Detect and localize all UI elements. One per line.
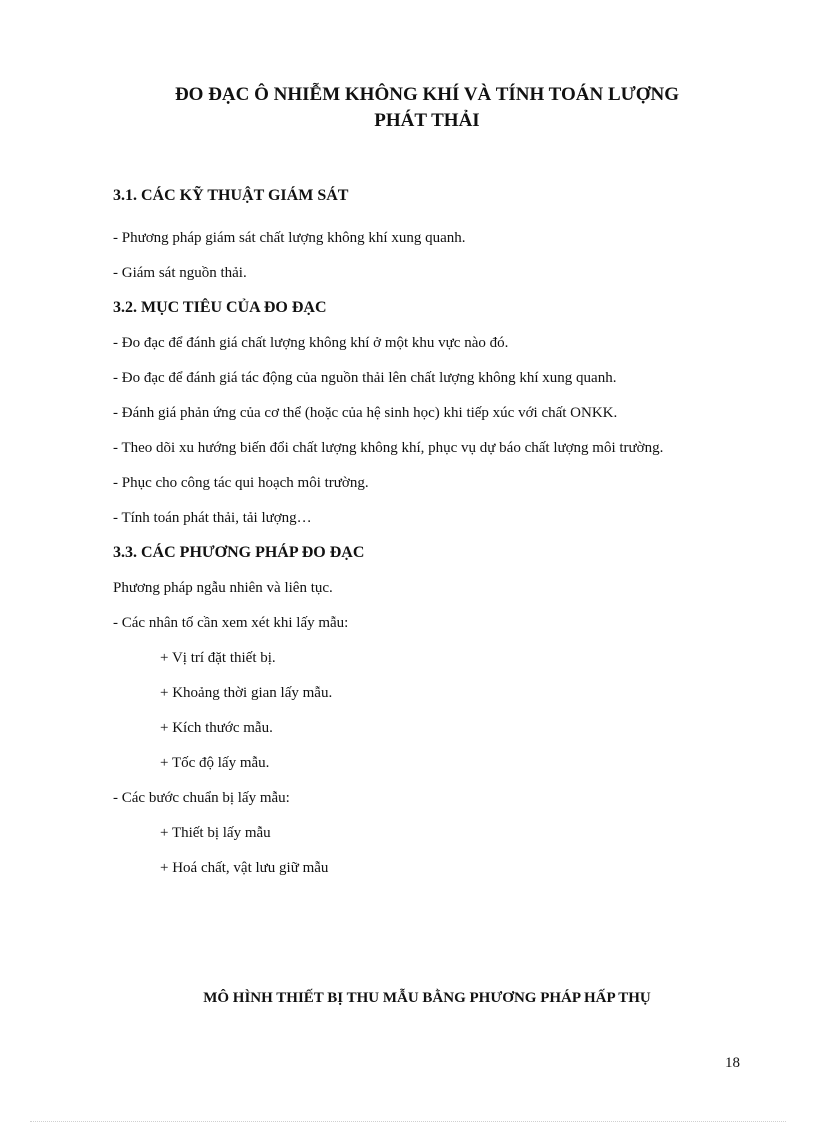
list-item: - Đo đạc để đánh giá tác động của nguồn thải lên chất lượng không khí xung quanh. <box>113 370 617 386</box>
sub-list-item: + Thiết bị lấy mẫu <box>160 825 271 841</box>
section-heading-3-2: 3.2. MỤC TIÊU CỦA ĐO ĐẠC <box>113 299 327 316</box>
sub-list-item: + Vị trí đặt thiết bị. <box>160 650 276 666</box>
list-item: - Theo dõi xu hướng biến đổi chất lượng không khí, phục vụ dự báo chất lượng môi trường. <box>113 440 664 456</box>
list-item: - Đánh giá phản ứng của cơ thể (hoặc của hệ sinh học) khi tiếp xúc với chất ONKK. <box>113 405 618 421</box>
section-heading-3-3: 3.3. CÁC PHƯƠNG PHÁP ĐO ĐẠC <box>113 544 365 561</box>
document-title <box>100 82 754 134</box>
section-heading-3-1: 3.1. CÁC KỸ THUẬT GIÁM SÁT <box>113 187 349 204</box>
title-line-2: PHÁT THẢI <box>374 110 480 131</box>
list-item: - Tính toán phát thải, tải lượng… <box>113 510 312 526</box>
list-item: - Phương pháp giám sát chất lượng không khí xung quanh. <box>113 230 466 246</box>
prep-lead: - Các bước chuẩn bị lấy mẫu: <box>113 790 290 806</box>
section-intro: Phương pháp ngẫu nhiên và liên tục. <box>113 580 333 596</box>
sub-list-item: + Kích thước mẫu. <box>160 720 273 736</box>
document-body <box>113 186 741 893</box>
factors-lead: - Các nhân tố cần xem xét khi lấy mẫu: <box>113 615 349 631</box>
list-item: - Giám sát nguồn thải. <box>113 265 247 281</box>
figure-caption: MÔ HÌNH THIẾT BỊ THU MẪU BẰNG PHƯƠNG PHÁP HẤP THỤ <box>203 990 651 1006</box>
sub-list-item: + Khoảng thời gian lấy mẫu. <box>160 685 333 701</box>
sub-list-item: + Tốc độ lấy mẫu. <box>160 755 270 771</box>
list-item: - Phục cho công tác qui hoạch môi trường. <box>113 475 369 491</box>
footer-divider <box>30 1121 786 1122</box>
list-item: - Đo đạc để đánh giá chất lượng không khí ở một khu vực nào đó. <box>113 335 509 351</box>
page-number: 18 <box>725 1055 740 1071</box>
title-line-1: ĐO ĐẠC Ô NHIỄM KHÔNG KHÍ VÀ TÍNH TOÁN LƯỢNG <box>174 84 680 105</box>
sub-list-item: + Hoá chất, vật lưu giữ mẫu <box>160 860 329 876</box>
